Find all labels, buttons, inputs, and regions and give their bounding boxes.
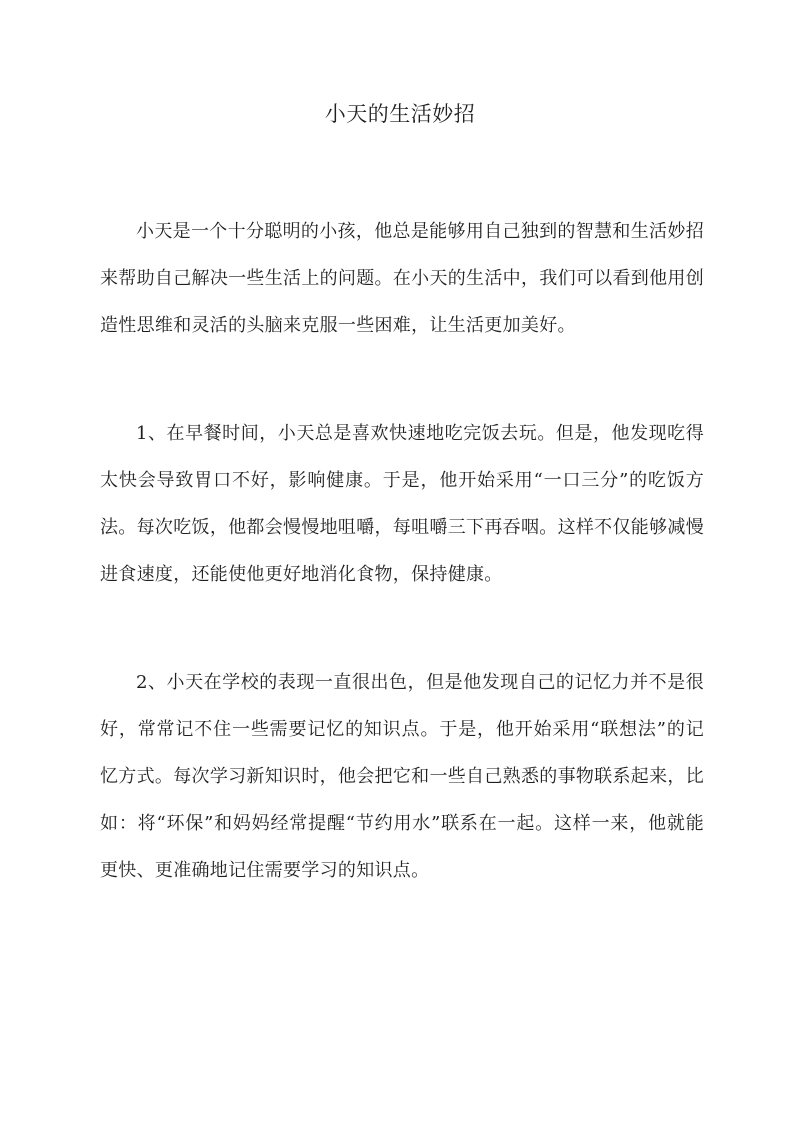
intro-paragraph: 小天是一个十分聪明的小孩，他总是能够用自己独到的智慧和生活妙招来帮助自己解决一些生活上的问题。在小天的生活中，我们可以看到他用创造性思维和灵活的头脑来克服一些困难，让生活更加美好。 [100,221,704,336]
tip-one-paragraph: 1、在早餐时间，小天总是喜欢快速地吃完饭去玩。但是，他发现吃得太快会导致胃口不好，影响健康。于是，他开始采用“一口三分”的吃饭方法。每次吃饭，他都会慢慢地咀嚼，每咀嚼三下再吞咽。这样不仅能够减慢进食速度，还能使他更好地消化食物，保持健康。 [100,423,704,585]
tip-two-paragraph: 2、小天在学校的表现一直很出色，但是他发现自己的记忆力并不是很好，常常记不住一些需要记忆的知识点。于是，他开始采用“联想法”的记忆方式。每次学习新知识时，他会把它和一些自己熟悉的事物联系起来，比如：将“环保”和妈妈经常提醒“节约用水”联系在一起。这样一来，他就能更快、更准确地记住需要学习的知识点。 [100,672,704,881]
page-title: 小天的生活妙招 [324,102,476,126]
